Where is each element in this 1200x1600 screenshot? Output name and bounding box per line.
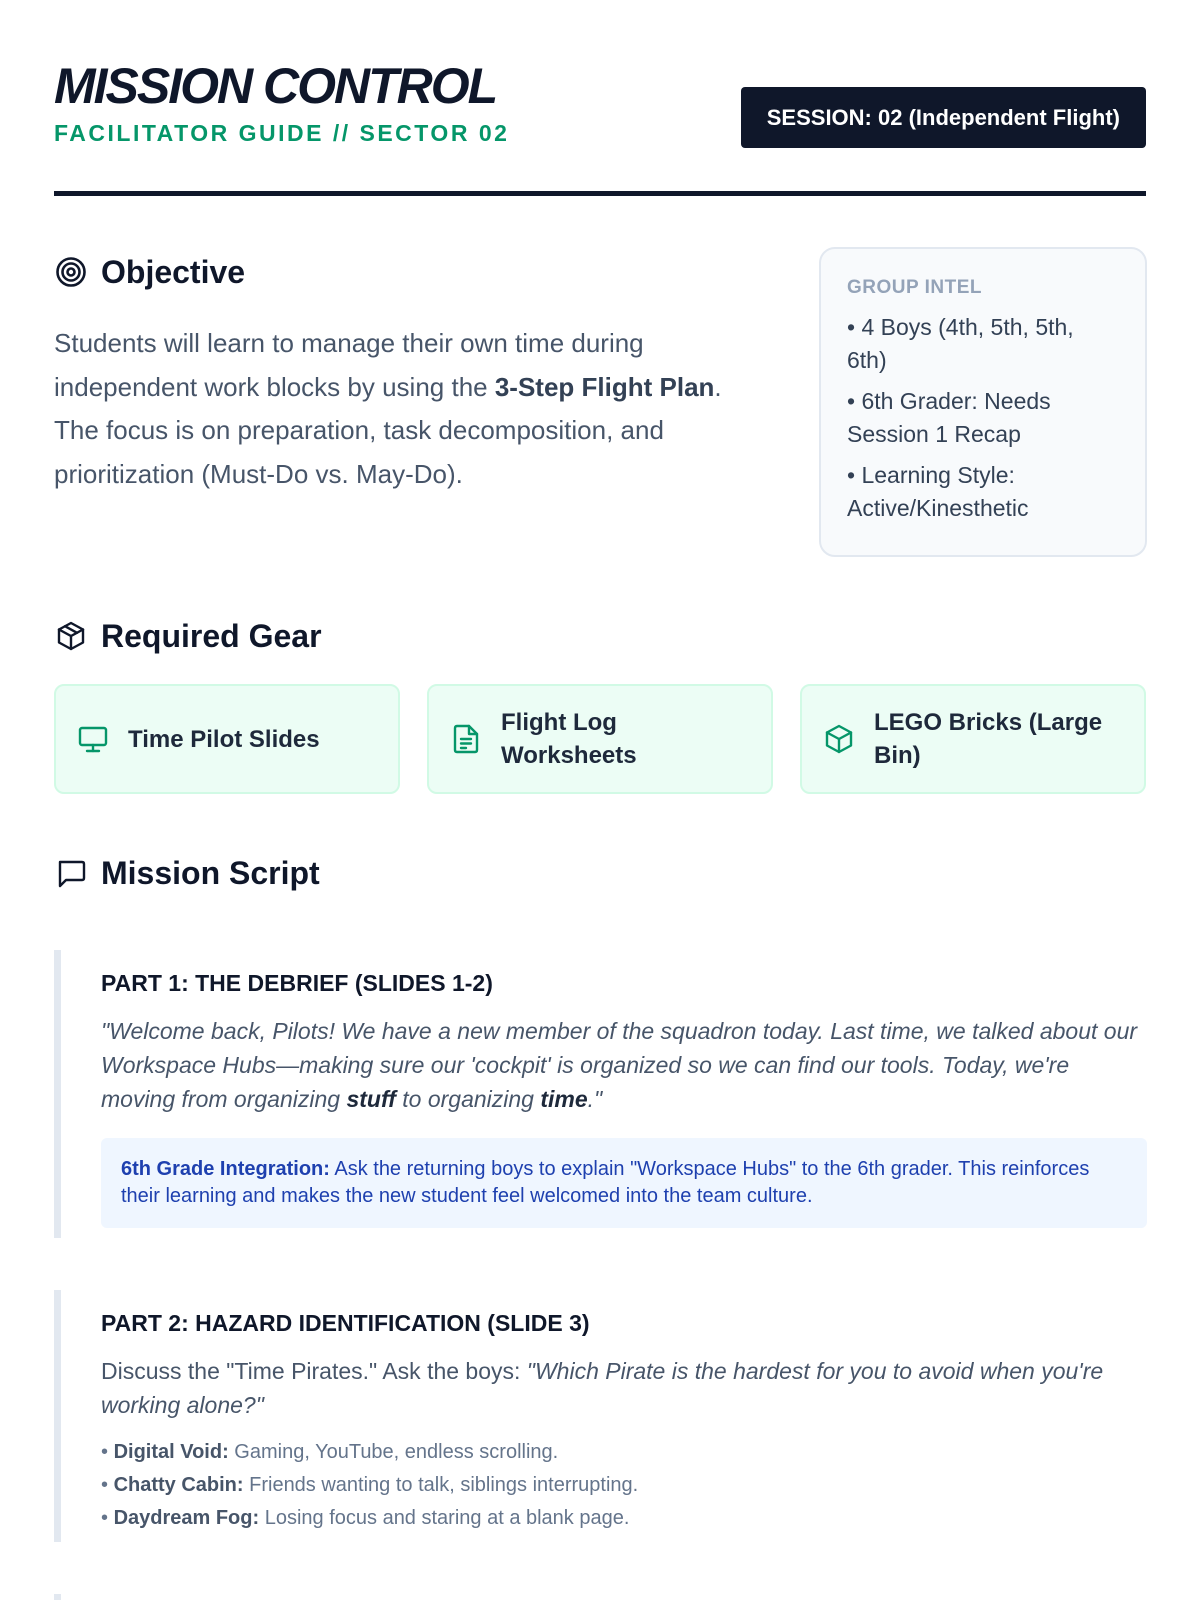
objective-heading: Objective (101, 254, 246, 290)
integration-note (101, 1138, 1147, 1228)
target-icon (54, 255, 88, 289)
quote-text: "Welcome back, Pilots! We have a new member of the squadron today. Last time, we talked about our Workspace Hubs—making sure our 'cockpit' is organized so we can find our tools. Today, we're moving from organizing (101, 1018, 1138, 1112)
script-part-2 (54, 1290, 1147, 1542)
quote-text: ." (587, 1086, 603, 1112)
gear-heading: Required Gear (101, 618, 322, 654)
script-section-header (54, 853, 320, 893)
page-header (54, 56, 1146, 196)
part-2-title: PART 2: HAZARD IDENTIFICATION (SLIDE 3) (101, 1310, 590, 1336)
gear-item-label: LEGO Bricks (Large Bin) (874, 709, 1103, 769)
quote-text: to organizing (395, 1086, 541, 1112)
page-subtitle: FACILITATOR GUIDE // SECTOR 02 (54, 120, 510, 146)
script-part-3-border (54, 1594, 61, 1600)
objective-text-part: Students will learn to manage their own time during independent work blocks by using the (54, 328, 644, 402)
pirate-text: Friends wanting to talk, siblings interrupting. (243, 1474, 639, 1496)
gear-list (54, 684, 1147, 794)
objective-bold: 3-Step Flight Plan (494, 371, 715, 402)
group-intel-label: GROUP INTEL (847, 277, 982, 298)
part-1-quote (101, 1014, 1147, 1116)
pirate-item: • Chatty Cabin: Friends wanting to talk, siblings interrupting. (101, 1474, 639, 1496)
session-badge: SESSION: 02 (Independent Flight) (741, 87, 1146, 148)
group-intel-item: • 6th Grader: Needs Session 1 Recap (847, 388, 1051, 447)
objective-text (54, 322, 754, 496)
objective-section-header (54, 252, 245, 292)
part-1-title: PART 1: THE DEBRIEF (SLIDES 1-2) (101, 970, 493, 996)
document-icon (449, 722, 483, 756)
pirate-label: Chatty Cabin: (113, 1474, 244, 1496)
gear-item (800, 684, 1146, 794)
pirate-item: • Digital Void: Gaming, YouTube, endless scrolling. (101, 1441, 559, 1463)
monitor-icon (76, 722, 110, 756)
script-part-1 (54, 950, 1147, 1238)
group-intel-card (819, 247, 1147, 557)
group-intel-item: • 4 Boys (4th, 5th, 5th, 6th) (847, 314, 1074, 373)
gear-item-label: Flight Log Worksheets (501, 709, 637, 769)
package-icon (54, 619, 88, 653)
objective-text-part: . The focus is on preparation, task decomposition, and prioritization (Must-Do vs. May-Do). (54, 371, 722, 489)
group-intel-item: • Learning Style: Active/Kinesthetic (847, 462, 1029, 521)
pirate-list (101, 1436, 1147, 1535)
gear-item (427, 684, 773, 794)
pirate-item: • Daydream Fog: Losing focus and staring at a blank page. (101, 1507, 630, 1529)
quote-bold: stuff (346, 1086, 396, 1112)
note-text: Ask the returning boys to explain "Workspace Hubs" to the 6th grader. This reinforces their learning and makes the new student feel welcomed into the team culture. (121, 1158, 1090, 1207)
gear-item (54, 684, 400, 794)
pirate-label: Daydream Fog: (113, 1507, 260, 1529)
part-2-question: "Which Pirate is the hardest for you to avoid when you're working alone?" (101, 1358, 1104, 1418)
cube-icon (822, 722, 856, 756)
part-2-text (101, 1354, 1147, 1422)
gear-section-header (54, 616, 322, 656)
script-heading: Mission Script (101, 855, 320, 891)
chat-bubble-icon (54, 856, 88, 890)
part-2-intro: Discuss the "Time Pirates." Ask the boys: (101, 1358, 527, 1384)
note-label: 6th Grade Integration: (121, 1158, 330, 1180)
quote-bold: time (540, 1086, 588, 1112)
pirate-text: Losing focus and staring at a blank page. (259, 1507, 630, 1529)
pirate-text: Gaming, YouTube, endless scrolling. (228, 1441, 559, 1463)
page-title: MISSION CONTROL (54, 58, 497, 114)
gear-item-label: Time Pilot Slides (128, 725, 320, 753)
pirate-label: Digital Void: (113, 1441, 229, 1463)
